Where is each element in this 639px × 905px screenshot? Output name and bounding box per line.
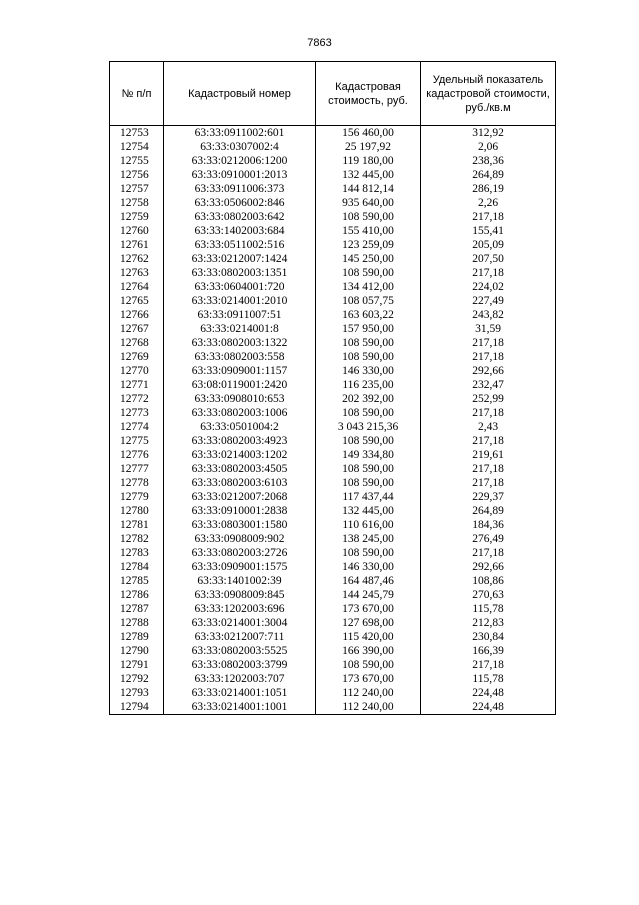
cadastral-number-cell: 63:33:0908010:653 (164, 392, 316, 406)
cadastral-value-cell: 108 057,75 (316, 294, 421, 308)
specific-value-cell: 115,78 (421, 672, 556, 686)
row-number-cell: 12792 (110, 672, 164, 686)
cadastral-number-cell: 63:33:0214001:8 (164, 322, 316, 336)
row-number-cell: 12787 (110, 602, 164, 616)
cadastral-number-cell: 63:33:0214001:2010 (164, 294, 316, 308)
cadastral-number-cell: 63:33:0212006:1200 (164, 154, 316, 168)
row-number-cell: 12767 (110, 322, 164, 336)
table-row (110, 378, 556, 392)
table-row (110, 126, 556, 141)
table-row (110, 210, 556, 224)
header-row-number: № п/п (110, 62, 164, 126)
cadastral-value-cell: 157 950,00 (316, 322, 421, 336)
row-number-cell: 12784 (110, 560, 164, 574)
row-number-cell: 12764 (110, 280, 164, 294)
cadastral-number-cell: 63:33:1202003:707 (164, 672, 316, 686)
row-number-cell: 12793 (110, 686, 164, 700)
specific-value-cell: 2,26 (421, 196, 556, 210)
row-number-cell: 12768 (110, 336, 164, 350)
cadastral-number-cell: 63:33:0802003:4505 (164, 462, 316, 476)
cadastral-number-cell: 63:33:0802003:2726 (164, 546, 316, 560)
table-row (110, 658, 556, 672)
row-number-cell: 12789 (110, 630, 164, 644)
table-row (110, 448, 556, 462)
cadastral-value-cell: 155 410,00 (316, 224, 421, 238)
table-header (110, 62, 556, 126)
cadastral-number-cell: 63:33:1402003:684 (164, 224, 316, 238)
row-number-cell: 12771 (110, 378, 164, 392)
cadastral-number-cell: 63:33:0908009:845 (164, 588, 316, 602)
row-number-cell: 12790 (110, 644, 164, 658)
table-row (110, 168, 556, 182)
cadastral-number-cell: 63:33:1401002:39 (164, 574, 316, 588)
row-number-cell: 12766 (110, 308, 164, 322)
table-row (110, 476, 556, 490)
table-row (110, 266, 556, 280)
cadastral-number-cell: 63:33:0307002:4 (164, 140, 316, 154)
cadastral-number-cell: 63:33:0802003:1351 (164, 266, 316, 280)
cadastral-number-cell: 63:33:0604001:720 (164, 280, 316, 294)
specific-value-cell: 2,06 (421, 140, 556, 154)
cadastral-value-cell: 115 420,00 (316, 630, 421, 644)
table-row (110, 280, 556, 294)
cadastral-value-cell: 108 590,00 (316, 546, 421, 560)
table-body (110, 126, 556, 715)
specific-value-cell: 207,50 (421, 252, 556, 266)
cadastral-number-cell: 63:33:0911007:51 (164, 308, 316, 322)
specific-value-cell: 224,02 (421, 280, 556, 294)
cadastral-value-table (109, 61, 556, 715)
specific-value-cell: 224,48 (421, 700, 556, 715)
row-number-cell: 12769 (110, 350, 164, 364)
specific-value-cell: 155,41 (421, 224, 556, 238)
header-row (110, 62, 556, 126)
table-row (110, 490, 556, 504)
table-row (110, 518, 556, 532)
cadastral-number-cell: 63:33:0910001:2838 (164, 504, 316, 518)
table-row (110, 420, 556, 434)
specific-value-cell: 276,49 (421, 532, 556, 546)
specific-value-cell: 270,63 (421, 588, 556, 602)
row-number-cell: 12761 (110, 238, 164, 252)
cadastral-value-cell: 108 590,00 (316, 210, 421, 224)
row-number-cell: 12777 (110, 462, 164, 476)
specific-value-cell: 286,19 (421, 182, 556, 196)
cadastral-number-cell: 63:33:0212007:711 (164, 630, 316, 644)
table-row (110, 686, 556, 700)
cadastral-value-cell: 108 590,00 (316, 336, 421, 350)
table-row (110, 434, 556, 448)
specific-value-cell: 224,48 (421, 686, 556, 700)
table-row (110, 308, 556, 322)
row-number-cell: 12783 (110, 546, 164, 560)
cadastral-number-cell: 63:33:0908009:902 (164, 532, 316, 546)
table-row (110, 392, 556, 406)
specific-value-cell: 252,99 (421, 392, 556, 406)
cadastral-number-cell: 63:33:0802003:1006 (164, 406, 316, 420)
table-row (110, 294, 556, 308)
cadastral-number-cell: 63:33:0802003:6103 (164, 476, 316, 490)
cadastral-value-cell: 116 235,00 (316, 378, 421, 392)
table-row (110, 196, 556, 210)
specific-value-cell: 292,66 (421, 364, 556, 378)
specific-value-cell: 217,18 (421, 336, 556, 350)
table-row (110, 644, 556, 658)
cadastral-number-cell: 63:33:0909001:1575 (164, 560, 316, 574)
cadastral-value-cell: 108 590,00 (316, 476, 421, 490)
table-row (110, 630, 556, 644)
cadastral-number-cell: 63:33:0511002:516 (164, 238, 316, 252)
specific-value-cell: 217,18 (421, 210, 556, 224)
table-row (110, 140, 556, 154)
header-cadastral-number: Кадастровый номер (164, 62, 316, 126)
table-row (110, 350, 556, 364)
cadastral-value-cell: 25 197,92 (316, 140, 421, 154)
row-number-cell: 12758 (110, 196, 164, 210)
specific-value-cell: 219,61 (421, 448, 556, 462)
cadastral-number-cell: 63:33:0212007:2068 (164, 490, 316, 504)
table-row (110, 182, 556, 196)
cadastral-value-cell: 173 670,00 (316, 602, 421, 616)
specific-value-cell: 115,78 (421, 602, 556, 616)
specific-value-cell: 238,36 (421, 154, 556, 168)
cadastral-value-cell: 119 180,00 (316, 154, 421, 168)
cadastral-value-cell: 144 812,14 (316, 182, 421, 196)
table-row (110, 588, 556, 602)
specific-value-cell: 205,09 (421, 238, 556, 252)
cadastral-number-cell: 63:33:0910001:2013 (164, 168, 316, 182)
row-number-cell: 12785 (110, 574, 164, 588)
cadastral-value-cell: 108 590,00 (316, 658, 421, 672)
row-number-cell: 12775 (110, 434, 164, 448)
table-row (110, 602, 556, 616)
row-number-cell: 12780 (110, 504, 164, 518)
cadastral-value-cell: 134 412,00 (316, 280, 421, 294)
table-row (110, 322, 556, 336)
specific-value-cell: 108,86 (421, 574, 556, 588)
row-number-cell: 12755 (110, 154, 164, 168)
row-number-cell: 12760 (110, 224, 164, 238)
table-row (110, 672, 556, 686)
cadastral-value-cell: 112 240,00 (316, 700, 421, 715)
row-number-cell: 12753 (110, 126, 164, 141)
table-row (110, 504, 556, 518)
cadastral-value-cell: 117 437,44 (316, 490, 421, 504)
specific-value-cell: 312,92 (421, 126, 556, 141)
cadastral-value-cell: 146 330,00 (316, 364, 421, 378)
cadastral-number-cell: 63:33:0909001:1157 (164, 364, 316, 378)
cadastral-value-cell: 145 250,00 (316, 252, 421, 266)
cadastral-value-cell: 166 390,00 (316, 644, 421, 658)
row-number-cell: 12779 (110, 490, 164, 504)
header-specific-value: Удельный показатель кадастровой стоимости, руб./кв.м (421, 62, 556, 126)
cadastral-value-cell: 132 445,00 (316, 504, 421, 518)
specific-value-cell: 264,89 (421, 168, 556, 182)
specific-value-cell: 31,59 (421, 322, 556, 336)
cadastral-number-cell: 63:33:0214003:1202 (164, 448, 316, 462)
table-row (110, 574, 556, 588)
cadastral-number-cell: 63:33:0802003:4923 (164, 434, 316, 448)
table-row (110, 546, 556, 560)
specific-value-cell: 217,18 (421, 350, 556, 364)
cadastral-number-cell: 63:33:0214001:1051 (164, 686, 316, 700)
cadastral-number-cell: 63:33:0803001:1580 (164, 518, 316, 532)
specific-value-cell: 166,39 (421, 644, 556, 658)
cadastral-value-cell: 164 487,46 (316, 574, 421, 588)
specific-value-cell: 217,18 (421, 462, 556, 476)
row-number-cell: 12786 (110, 588, 164, 602)
cadastral-value-cell: 132 445,00 (316, 168, 421, 182)
cadastral-number-cell: 63:33:0214001:1001 (164, 700, 316, 715)
cadastral-number-cell: 63:33:0214001:3004 (164, 616, 316, 630)
cadastral-number-cell: 63:33:0802003:5525 (164, 644, 316, 658)
cadastral-value-cell: 108 590,00 (316, 406, 421, 420)
cadastral-number-cell: 63:33:0802003:642 (164, 210, 316, 224)
cadastral-value-cell: 149 334,80 (316, 448, 421, 462)
cadastral-value-cell: 110 616,00 (316, 518, 421, 532)
row-number-cell: 12781 (110, 518, 164, 532)
cadastral-value-cell: 173 670,00 (316, 672, 421, 686)
cadastral-number-cell: 63:33:0802003:1322 (164, 336, 316, 350)
row-number-cell: 12782 (110, 532, 164, 546)
specific-value-cell: 217,18 (421, 476, 556, 490)
specific-value-cell: 264,89 (421, 504, 556, 518)
cadastral-number-cell: 63:33:0802003:558 (164, 350, 316, 364)
cadastral-number-cell: 63:33:0506002:846 (164, 196, 316, 210)
cadastral-value-cell: 108 590,00 (316, 434, 421, 448)
specific-value-cell: 232,47 (421, 378, 556, 392)
row-number-cell: 12770 (110, 364, 164, 378)
row-number-cell: 12759 (110, 210, 164, 224)
cadastral-value-cell: 108 590,00 (316, 350, 421, 364)
cadastral-number-cell: 63:33:0911002:601 (164, 126, 316, 141)
table-row (110, 406, 556, 420)
specific-value-cell: 227,49 (421, 294, 556, 308)
cadastral-number-cell: 63:33:0802003:3799 (164, 658, 316, 672)
specific-value-cell: 229,37 (421, 490, 556, 504)
specific-value-cell: 243,82 (421, 308, 556, 322)
cadastral-number-cell: 63:33:1202003:696 (164, 602, 316, 616)
specific-value-cell: 292,66 (421, 560, 556, 574)
row-number-cell: 12778 (110, 476, 164, 490)
row-number-cell: 12754 (110, 140, 164, 154)
specific-value-cell: 217,18 (421, 406, 556, 420)
table-row (110, 532, 556, 546)
row-number-cell: 12773 (110, 406, 164, 420)
row-number-cell: 12763 (110, 266, 164, 280)
cadastral-value-cell: 935 640,00 (316, 196, 421, 210)
table-row (110, 336, 556, 350)
cadastral-value-cell: 144 245,79 (316, 588, 421, 602)
cadastral-value-cell: 108 590,00 (316, 266, 421, 280)
cadastral-value-cell: 156 460,00 (316, 126, 421, 141)
specific-value-cell: 217,18 (421, 266, 556, 280)
specific-value-cell: 2,43 (421, 420, 556, 434)
specific-value-cell: 184,36 (421, 518, 556, 532)
header-cadastral-value: Кадастровая стоимость, руб. (316, 62, 421, 126)
cadastral-value-cell: 146 330,00 (316, 560, 421, 574)
row-number-cell: 12772 (110, 392, 164, 406)
page-number: 7863 (307, 37, 332, 49)
specific-value-cell: 217,18 (421, 658, 556, 672)
row-number-cell: 12762 (110, 252, 164, 266)
table-row (110, 252, 556, 266)
table-row (110, 462, 556, 476)
row-number-cell: 12776 (110, 448, 164, 462)
row-number-cell: 12756 (110, 168, 164, 182)
row-number-cell: 12765 (110, 294, 164, 308)
specific-value-cell: 212,83 (421, 616, 556, 630)
cadastral-value-cell: 123 259,09 (316, 238, 421, 252)
row-number-cell: 12788 (110, 616, 164, 630)
table-row (110, 154, 556, 168)
table-row (110, 700, 556, 715)
cadastral-value-cell: 127 698,00 (316, 616, 421, 630)
cadastral-value-cell: 202 392,00 (316, 392, 421, 406)
cadastral-value-cell: 112 240,00 (316, 686, 421, 700)
cadastral-value-cell: 138 245,00 (316, 532, 421, 546)
cadastral-number-cell: 63:08:0119001:2420 (164, 378, 316, 392)
table-row (110, 616, 556, 630)
table-row (110, 364, 556, 378)
cadastral-value-cell: 163 603,22 (316, 308, 421, 322)
cadastral-value-cell: 3 043 215,36 (316, 420, 421, 434)
row-number-cell: 12794 (110, 700, 164, 715)
row-number-cell: 12791 (110, 658, 164, 672)
cadastral-value-cell: 108 590,00 (316, 462, 421, 476)
specific-value-cell: 230,84 (421, 630, 556, 644)
specific-value-cell: 217,18 (421, 434, 556, 448)
row-number-cell: 12757 (110, 182, 164, 196)
cadastral-number-cell: 63:33:0212007:1424 (164, 252, 316, 266)
cadastral-number-cell: 63:33:0911006:373 (164, 182, 316, 196)
table-row (110, 224, 556, 238)
table-row (110, 238, 556, 252)
specific-value-cell: 217,18 (421, 546, 556, 560)
cadastral-number-cell: 63:33:0501004:2 (164, 420, 316, 434)
row-number-cell: 12774 (110, 420, 164, 434)
table-row (110, 560, 556, 574)
